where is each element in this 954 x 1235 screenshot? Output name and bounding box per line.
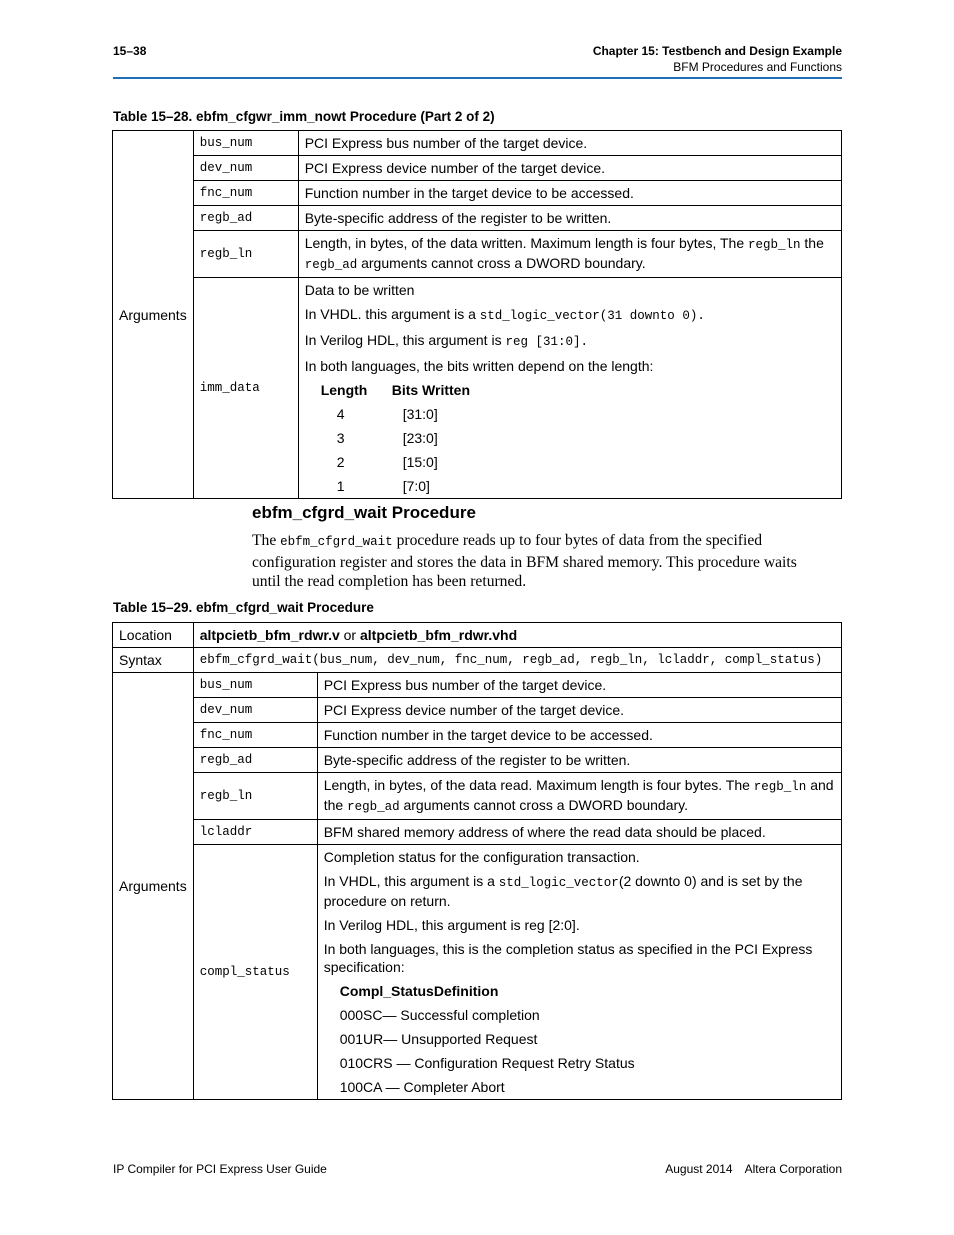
arg-name: lcladdr (193, 820, 317, 845)
arg-desc: PCI Express device number of the target device. (298, 156, 841, 181)
footer-company: Altera Corporation (744, 1162, 842, 1176)
location-label: Location (113, 623, 194, 648)
table-row (113, 820, 842, 845)
table-row (113, 773, 842, 820)
procedure-heading: ebfm_cfgrd_wait Procedure (252, 503, 476, 522)
arg-name: regb_ln (193, 231, 298, 278)
chapter-title: Chapter 15: Testbench and Design Example (592, 44, 842, 58)
length-row: 4 [31:0] (336, 406, 438, 422)
table-row (113, 206, 842, 231)
arg-name: fnc_num (193, 181, 298, 206)
syntax-label: Syntax (113, 648, 194, 673)
footer-date: August 2014 (665, 1162, 733, 1176)
arg-desc: Data to be written In VHDL. this argument is a std_logic_vector(31 downto 0). In Verilog HDL, this argument is reg [31:0]. In both languages, the bits written depend on the length: Length Bits Written 4 [31:0] 3 [23:0] 2 [15:0] 1 [7:0] (298, 278, 841, 499)
length-row: 1 [7:0] (336, 478, 430, 494)
table1-caption: Table 15–28. ebfm_cfgwr_imm_nowt Procedure (Part 2 of 2) (113, 109, 495, 124)
length-row: 2 [15:0] (336, 454, 438, 470)
arg-desc: Length, in bytes, of the data read. Maximum length is four bytes. The regb_ln and the regb_ad arguments cannot cross a DWORD boundary. (317, 773, 841, 820)
table-row (113, 648, 842, 673)
arg-name: bus_num (193, 673, 317, 698)
table-row (113, 698, 842, 723)
table2 (112, 622, 842, 1100)
arg-name: regb_ad (193, 206, 298, 231)
arg-desc: Length, in bytes, of the data written. Maximum length is four bytes, The regb_ln the regb_ad arguments cannot cross a DWORD boundary. (298, 231, 841, 278)
table-row (113, 845, 842, 1100)
table2-caption: Table 15–29. ebfm_cfgrd_wait Procedure (113, 600, 374, 615)
arg-name: dev_num (193, 698, 317, 723)
arg-name: fnc_num (193, 723, 317, 748)
length-row: 3 [23:0] (336, 430, 438, 446)
arg-desc: Byte-specific address of the register to be written. (298, 206, 841, 231)
arg-desc: PCI Express bus number of the target device. (317, 673, 841, 698)
table-row (113, 623, 842, 648)
table-row (113, 748, 842, 773)
status-code: 001UR— Unsupported Request (339, 1031, 538, 1047)
table-row (113, 131, 842, 156)
syntax-value: ebfm_cfgrd_wait(bus_num, dev_num, fnc_num, regb_ad, regb_ln, lcladdr, compl_status) (193, 648, 841, 673)
arg-name: bus_num (193, 131, 298, 156)
arg-name: regb_ad (193, 748, 317, 773)
status-code: 100CA — Completer Abort (339, 1079, 505, 1095)
arg-name: compl_status (193, 845, 317, 1100)
arg-desc: BFM shared memory address of where the read data should be placed. (317, 820, 841, 845)
arguments-label: Arguments (113, 131, 194, 499)
table-row (113, 181, 842, 206)
table-row (113, 723, 842, 748)
arguments-label: Arguments (113, 673, 194, 1100)
page-number: 15–38 (113, 44, 147, 58)
arg-desc: PCI Express bus number of the target device. (298, 131, 841, 156)
table-row (113, 673, 842, 698)
table1 (112, 130, 842, 499)
arg-desc: Function number in the target device to be accessed. (298, 181, 841, 206)
section-title: BFM Procedures and Functions (673, 60, 842, 74)
arg-desc: Function number in the target device to be accessed. (317, 723, 841, 748)
table-row (113, 156, 842, 181)
footer-doc-title: IP Compiler for PCI Express User Guide (113, 1162, 327, 1176)
length-table-header: Length Bits Written (320, 382, 471, 398)
status-code: 000SC— Successful completion (339, 1007, 540, 1023)
location-value: altpcietb_bfm_rdwr.v or altpcietb_bfm_rdwr.vhd (193, 623, 841, 648)
arg-desc: Byte-specific address of the register to be written. (317, 748, 841, 773)
arg-desc: PCI Express device number of the target device. (317, 698, 841, 723)
table-row (113, 231, 842, 278)
status-table-header: Compl_StatusDefinition (339, 983, 499, 999)
footer-info (665, 1162, 842, 1176)
arg-desc: Completion status for the configuration transaction. In VHDL, this argument is a std_logic_vector(2 downto 0) and is set by the procedure on return. In Verilog HDL, this argument is reg [2:0]. In both languages, this is the completion status as specified in the PCI Express specification: Compl_StatusDefinition 000SC— Successful completion 001UR— Unsupported Request 010CRS — Configuration Request Retry Status 100CA — Completer Abort (317, 845, 841, 1100)
arg-name: regb_ln (193, 773, 317, 820)
procedure-description: The ebfm_cfgrd_wait procedure reads up to four bytes of data from the specified configuration register and stores the data in BFM shared memory. This procedure waits until the read completion has been returned. (252, 532, 797, 590)
status-code: 010CRS — Configuration Request Retry Status (339, 1055, 635, 1071)
table-row (113, 278, 842, 499)
arg-name: dev_num (193, 156, 298, 181)
running-header (593, 43, 842, 75)
arg-name: imm_data (193, 278, 298, 499)
header-rule (113, 77, 842, 79)
